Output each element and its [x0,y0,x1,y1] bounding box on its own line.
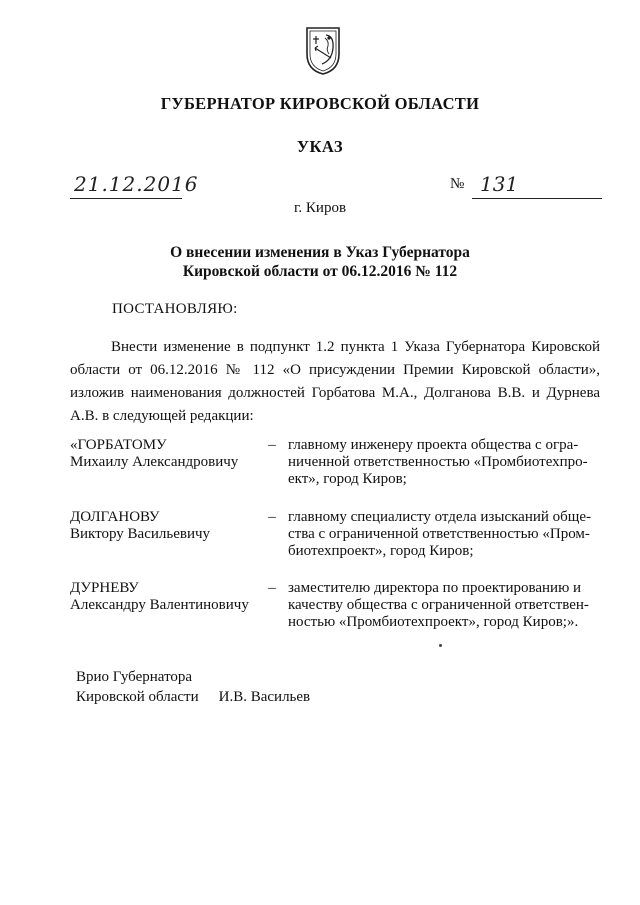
body-paragraph: Внести изменение в подпункт 1.2 пункта 1 Указа Губернатора Кировской области от 06.12.2016 № 112 «О присуждении Премии Кировской области», изложив наименования должностей Горбатова М.А., Долганова В.В. и Дурнева А.В. в следующей редакции: [70,339,600,424]
handwritten-number: 131 [480,172,519,196]
entry-position-line: ниченной ответственностью «Промбиотехпро- [288,454,588,470]
entry-given-names: Виктору Васильевичу [70,526,211,542]
signatory-line-2 [76,687,310,707]
signatory-position-line-1: Врио Губернатора [76,669,193,685]
entry-position [288,580,600,631]
date-field [70,172,199,199]
entry-surname: ДОЛГАНОВУ [70,509,160,525]
entry-dash: – [268,509,276,525]
entry-position-line: ностью «Промбиотехпроект», город Киров;». [288,614,579,630]
number-label: № [450,176,465,192]
entry-position-line: качеству общества с ограниченной ответствен- [288,597,589,613]
signature-block [76,667,310,707]
entry-position-line: ект», город Киров; [288,471,407,487]
entry-position-line: заместителю директора по проектированию и [288,580,582,596]
entry-name [70,509,260,543]
kirov-coat-of-arms-icon [304,24,342,76]
governor-title: ГУБЕРНАТОР КИРОВСКОЙ ОБЛАСТИ [160,94,480,113]
number-field [472,172,602,199]
resolve-heading: ПОСТАНОВЛЯЮ: [112,301,238,317]
signatory-name: И.В. Васильев [218,689,311,705]
subject-line-2: Кировской области от 06.12.2016 № 112 [182,263,458,280]
entry-position-line: главному инженеру проекта общества с огра- [288,437,579,453]
entry-position [288,437,600,488]
entry-gorbatov [70,437,600,489]
entry-position-line: ства с ограниченной ответственностью «Пром- [288,526,590,542]
city-line: г. Киров [293,200,347,216]
subject-line-1: О внесении изменения в Указ Губернатора [170,244,470,261]
entry-given-names: Михаилу Александровичу [70,454,239,470]
entry-name [70,580,260,614]
entry-position [288,509,600,560]
document-type-title: УКАЗ [296,137,344,156]
entry-dash: – [268,437,276,453]
signatory-position-line-2: Кировской области [76,689,199,705]
entry-name [70,437,260,471]
entry-dolganov [70,509,600,561]
entry-position-line: главному специалисту отдела изысканий обще- [288,509,591,525]
entry-dash: – [268,580,276,596]
body-paragraph-block [70,336,600,428]
entry-surname: ДУРНЕВУ [70,580,139,596]
entry-surname: «ГОРБАТОМУ [70,437,167,453]
entry-position-line: биотехпроект», город Киров; [288,543,474,559]
document-subject [0,243,640,281]
handwritten-date: 21.12.2016 [74,172,199,196]
entry-given-names: Александру Валентиновичу [70,597,249,613]
scan-speck [439,644,442,647]
entry-durnev [70,580,600,632]
